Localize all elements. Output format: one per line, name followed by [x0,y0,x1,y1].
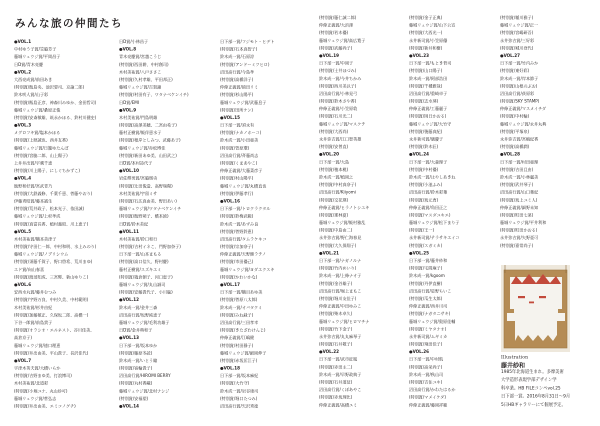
special-award-entry: (特別賞/大西尚) [319,128,349,134]
special-award-entry: (特別賞/塩倉朝子、河口恵子) [119,274,173,280]
award-entry: 藤城リュウジ賞/桑原正俊 [14,107,61,113]
award-entry: 飯野和好賞/宮武青乃 [14,183,53,189]
special-award-entry: (特別賞/宅間麻子) [409,265,443,271]
award-entry: 仲條正義賞/江嶋健 [220,335,255,341]
special-award-entry: (特別賞/千種雅哉) [409,83,443,89]
special-award-entry: (特別賞/交花瑛) [319,197,349,203]
award-entry: 岩佐輝男賞/宮脇瑠央 [119,175,158,181]
special-award-entry: (特別賞/石井道征) [319,379,353,385]
special-award-entry: (特別賞/スガミカ) [409,242,443,248]
award-entry: 永井弥吉賞/宮嶋紀香 [500,136,539,142]
bio-line: 大学造形表現学部デザイン学 [501,377,557,383]
award-entry: 仲條正義賞/工藤麗子 [409,106,448,112]
award-entry: 仲條正義賞/ヒラノトシユキ [319,204,370,210]
special-award-entry: (特別賞/ナカノホーコ) [220,130,262,136]
award-entry: 藤城リュウジ賞/ワタナベケンイチ [119,206,182,212]
special-award-entry: (特別賞/武井琴子) [500,182,534,188]
award-entry: 永井弥吉賞/矢野亜可 [500,235,539,241]
volume-heading: ●VOL.15 [220,114,241,120]
award-entry: 鈴木成一賞/kgoom [409,273,445,279]
special-award-entry: (特別賞/嘉常尚子) [500,242,534,248]
special-award-entry: (特別賞/須藤千賀子、野口啓希、荒川まゆ) [14,259,93,265]
award-entry: 永井新司賞/小笠原優 [409,37,448,43]
special-award-entry: (特別賞/川上陽子、にしぐちかずこ) [14,168,80,174]
award-entry: 永井弥吉賞/三好彩 [500,37,535,43]
special-award-entry: (特別賞/飯野萌子、橋本綾) [119,213,169,219]
award-entry: 鈴木成一賞/金井三森 [119,304,158,310]
volume-heading: ●VOL.14 [119,403,140,409]
award-entry: 鈴木成一賞/今井ちかみ [319,75,362,81]
award-entry: 藤城リュウジ賞/丸橋直也 [220,183,267,189]
award-entry: 藤城リュウジ賞/丸山誠司 [119,282,166,287]
award-entry: 藤城リュウジ賞/飯村雅乱 [319,220,366,226]
special-award-entry: (特別賞/ミヤタナオ) [409,326,447,332]
award-entry: 藤城リュウジ賞/平井利和 [500,220,547,226]
special-award-entry: (特別賞/那林夏) [319,212,349,218]
award-entry: 日D賞/本村詩代子 [119,160,153,166]
special-award-entry: (特別賞/守田仁一郎、中村和明、水上みのり) [14,244,97,250]
volume-heading: ●VOL.11 [119,228,140,234]
special-award-entry: (特別賞/根岸としみつ、武藤あ子) [119,137,181,143]
award-entry: 日下部一賞/フジモト・ヒデト [220,39,275,44]
volume-heading: ●VOL.1 [14,39,32,44]
award-entry: 鈴木成一賞/阿部浩田 [409,75,448,81]
special-award-entry: (特別賞/みね緑子) [220,312,254,318]
illustration-image [501,265,570,352]
volume-heading: ●VOL.22 [319,349,340,355]
special-award-entry: (特別賞/金谷雄子) [319,280,353,286]
award-entry: 鈴木成一賞/オバタクミ [220,304,263,310]
award-entry: 藤城リュウジ賞/山下公宣 [409,22,456,28]
volume-heading: ●VOL.21 [319,250,340,256]
award-entry: 永井新司賞/テラサキエイコ [409,235,460,241]
special-award-entry: (特別賞/東好彩) [500,68,530,74]
special-award-entry: (特別賞/宗加奈子) [220,244,254,250]
award-entry: メグロフキ賞/塩本かほる [14,130,61,136]
special-award-entry: (特別賞/金子正典) [409,15,443,20]
volume-heading: ●VOL.16 [220,198,241,204]
bio-line: 日下部一賞。2016年8月31日〜9月 [501,394,571,400]
special-award-entry: (特別賞/赤坂理比) [319,394,353,400]
special-award-entry: (特別賞/平塚泉) [500,128,530,134]
special-award-entry: (特別賞/後藤真紀) [409,128,443,134]
award-entry: 木村美祐賞/鈴口和行 [119,236,158,242]
special-award-entry: (特別賞/真富長香、植村義昭、川上恵子) [14,221,89,227]
award-entry: 沼田高行賞/斉藤尚志 [220,152,259,158]
special-award-entry: (特別賞/石広真由美、野田あい) [119,198,177,204]
award-entry: 仲條正義賞/細野未知 [500,204,539,210]
award-entry: 藤城リュウジ賞/徳口理恵 [14,342,61,348]
award-entry: 仲條正義賞/西井川司 [409,303,448,309]
award-entry: 日D賞/青木亮慶 [14,61,44,67]
special-award-entry: (特別賞/堀口たつみ) [220,395,258,401]
special-award-entry: (特別賞/飛田佳子) [409,341,443,347]
special-award-entry: (特別賞/宇野万良、中村久美、中村範明) [14,297,89,303]
award-entry: 宇津木英夫賞/大橋いらか [14,365,61,371]
special-award-entry: (特別賞/高橋潤) [500,144,530,150]
volume-heading: ●VOL.10 [119,168,140,174]
award-entry: 沼田高行賞/堀上まもこ [319,288,362,294]
special-award-entry: (特別賞/かわいかな) [220,274,258,280]
special-award-entry-continued: 高倉京子) [14,335,32,341]
award-entry: 藤城リュウジ賞/奥原佳輔 [409,318,456,324]
special-award-entry: (特別賞/山根のぶお) [500,83,538,89]
award-entry: 永井弥吉賞/野仁海春見 [319,235,362,241]
award-entry: 中村ゆう子賞/笠脇芳子 [14,46,57,52]
special-award-entry: (特別賞/渡部知成、三宮輝、新山ゆりこ) [14,274,89,280]
special-award-entry: (特別賞/杉山陽平) [220,92,254,98]
special-award-entry: (特別賞/吉住ユキ) [409,379,443,385]
special-award-entry: (特別賞/赤田主二) [319,364,353,370]
bio-line: 科卒業。HB FILEコンペvol.25 [501,385,561,391]
award-entry: 沼田高行賞/坂野純恵子 [119,312,162,318]
award-entry: 永井弥吉賞/丸丸麻琴子 [319,333,362,339]
special-award-entry: (特別賞/高橋洋子) [220,76,254,82]
award-entry: 鈴木成一賞/植岡之 [319,174,354,180]
award-entry: 日D賞/金井典和子 [119,327,153,333]
award-entry: 仲條正義賞/猿田リミ [220,84,259,90]
special-award-entry: (特別賞/植本桃) [319,166,349,172]
volume-heading: ●VOL.9 [119,107,137,113]
special-award-entry: (特別賞/小堀ユナ、丸山紗可) [14,388,68,394]
special-award-entry: (特別賞/岡日かおる) [409,113,447,119]
special-award-entry: (特別賞/マメイケダ) [409,394,446,400]
volume-heading: ●VOL.23 [409,52,430,58]
special-award-entry: (特別賞/村田静子) [220,342,254,348]
award-entry: 沼田高行賞/荻原彩 [500,90,535,96]
award-entry: 仲條正義賞/藤岡祥範 [409,402,448,408]
special-award-entry: (特別賞/吉村イネこ、門野加奈子) [119,244,181,250]
special-award-entry: (特別賞/久村孝雄、平田邦正) [119,76,173,82]
special-award-entry: (特別賞/菅野鈴恵) [220,228,254,234]
volume-heading: ●VOL.5 [14,228,32,234]
award-entry: 日D賞/小林昌子 [119,39,149,44]
special-award-entry: (特別賞/大久保翔子) [319,242,357,248]
volume-heading: ●VOL.7 [14,357,32,363]
award-entry: 藤城リュウジ賞/上杉孝成 [14,213,61,219]
page-title: みんな旅の仲間たち [15,17,123,29]
award-entry: 永井新司賞/ムギミカ [409,333,448,339]
award-entry: 鈴木成一賞/はやしあきね [409,174,456,180]
special-award-entry: (特別賞/若木優) [319,30,349,36]
award-entry: 沼田高行賞/かわたはるか [409,387,456,393]
award-entry: 藤城リュウジ賞/平岡昌子 [14,54,61,60]
award-entry: 鈴木成一賞/岸本節子 [500,75,539,81]
special-award-entry: (特別賞/中村輪) [500,113,530,119]
award-entry: 日下部一賞/もとき哲司 [409,60,452,66]
award-entry: 沼田高行賞/鈴木彩葉 [409,189,448,195]
special-award-entry: (特別賞/加藤敏正、久保坂二郎、高橋一) [14,312,89,318]
special-award-entry: (特別賞/きたざわけんじ) [220,327,266,333]
award-entry: 日下部一賞/坂本ゆか [119,342,158,348]
award-entry: 鈴木成一賞/小林麗美 [500,174,539,180]
award-entry: 藤城リュウジ賞/大竹守 [409,121,452,127]
special-award-entry: (特別賞/藤仁誠二郎) [319,15,357,20]
award-entry: 木村美祐賞/杉井由紀 [14,304,53,310]
award-column-3 [220,38,274,410]
award-entry: 大西亮成賞/前田あき [14,76,53,82]
award-column-2 [119,38,189,410]
award-entry: 日下部一賞/ナガノルナ [319,258,362,263]
award-entry: 日下部一賞/須永有 [220,122,255,128]
special-award-entry: (特別賞/アンドーミツヒロ) [220,61,270,67]
artist-bio [501,368,570,409]
special-award-entry: (特別賞/竹下金子) [319,326,353,332]
special-award-entry: (特別賞/藤原冬読) [119,350,153,356]
special-award-entry: (特別賞/中村真奈子) [319,182,357,188]
special-award-entry: (特別賞/坂元育) [409,197,439,203]
award-entry: 木村美祐賞/八戸ささこ [119,69,162,75]
award-entry: 仲條正義賞/小笠原敦 [319,106,358,112]
special-award-entry: (特別賞/高口信久、野村慶) [119,259,169,265]
award-entry: 上井井出賞/宇蔵千恵 [14,160,53,166]
award-entry: 藤城リュウジ賞/ヒロマチナ [319,318,370,324]
special-award-entry: (特別賞/石井敬子) [319,341,353,347]
special-award-entry: (特別賞/吉野まゆ美、打浪博司) [14,373,72,379]
special-award-entry: (特別賞/新田あゆ美、山田武之) [119,152,177,158]
award-entry: 沼田高行賞/今島孝 [220,69,255,75]
award-entry: 藤城リュウジ賞/ヨダエクスキ [220,266,275,272]
volume-heading: ●VOL.28 [500,151,521,157]
award-entry: 鈴木成一賞/秋山司 [409,371,444,377]
award-entry: 伊藤秀昭賞/藤本誠生 [14,198,53,204]
award-entry: 鈴木咲人賞/山子彩 [14,92,49,98]
award-entry: 仲條正義賞/大藤菜彦子 [220,168,263,174]
volume-heading: ●VOL.19 [319,52,340,58]
award-entry: 日D賞/EMI [119,99,140,105]
volume-heading: ●VOL.12 [119,297,140,303]
volume-heading: ●VOL.25 [409,250,430,256]
special-award-entry: (特別賞/ナガタニサキ) [409,311,451,317]
special-award-entry: (特別賞/中島由二) [319,227,353,233]
special-award-entry: (特別賞/武藤尚子) [319,45,353,51]
special-award-entry: (特別賞/大西光一) [409,30,443,36]
award-entry: 藤城リュウジ賞/高広寛子 [319,37,366,43]
volume-heading: ●VOL.3 [14,122,32,128]
award-entry: 沼田高行賞/タムラケキコ [220,236,267,242]
award-entry: 日下部一賞/山本まもる [119,251,162,257]
award-entry: 日下部一賞/武市征胤 [319,356,358,362]
special-award-entry: (特別賞/鈴木匠) [409,144,439,150]
illustration-label: Illustration [501,355,529,360]
award-entry: 藤村正樹賞/スズキエミ [119,266,162,272]
award-entry: 藤城リュウジ賞/菅弘志 [14,395,57,401]
award-entry: 日下部一賞/村田亜理 [500,159,539,165]
award-entry: 木村美祐賞/北道彩 [14,380,49,386]
special-award-entry: (特別賞/高栄尚子) [409,364,443,370]
special-award-entry: (特別賞/新井和樹) [409,45,443,51]
special-award-entry: (特別賞/鈴梅武範) [220,213,254,219]
special-award-entry: (特別賞/町田七菜) [500,212,534,218]
volume-heading: ●VOL.2 [14,69,32,75]
award-entry: 鈴木成一賞/あずみ良 [220,221,259,227]
award-entry: 木村美祐賞/門島明雄 [119,114,158,120]
special-award-entry: (特別賞/高澤美穂、二宮由希子) [119,122,177,128]
award-entry: 日D賞/鈴木美紀 [119,221,149,227]
award-entry: 沼田高行賞/Kiiyomi [319,189,356,195]
award-entry: 藤城リュウジ賞/赤松博佳 [119,145,166,151]
special-award-entry: (特別賞/村山陽平) [220,175,254,181]
award-entry: 藤城リュウジ賞/武藤息子 [220,99,267,105]
volume-heading: ●VOL.24 [409,151,430,157]
special-award-entry: (特別賞/稲川雅子) [500,15,534,20]
award-entry: 鈴木成一賞/小田亜美 [220,137,259,143]
award-entry: 仲條正義賞/大浜澤 [319,22,354,28]
award-entry: 日下部一賞/藤井紗和 [409,258,448,263]
special-award-entry: (特別賞/飯島正彦、神森川みゆか、金田哲司) [14,99,97,105]
award-entry: 仲條正義賞/天野健ラテノ [220,251,267,257]
award-entry: 下谷一郎賞/前島貴子 [14,319,53,325]
special-award-entry: (特別賞/大鉄義修、千葉千恵、菅藤やおり) [14,190,93,196]
special-award-entry: (特別賞/大竹守) [220,380,250,386]
award-entry: 鈴木成一賞/上條ナオ子 [319,273,362,279]
special-award-entry: (特別賞/赤坂匡江子) [220,357,258,363]
special-award-entry: (特別賞/西川美以子) [319,83,357,89]
special-award-entry: (特別賞/石本真智子) [220,46,258,52]
special-award-entry: (特別賞/宿輪貴子) [119,365,153,371]
special-award-entry: (特別賞/市田優己) [220,259,254,265]
special-award-entry: (特別賞/志水葵) [409,98,439,104]
award-entry: 鈴木成一賞/いとう瞳 [119,357,158,363]
special-award-entry: (特別賞/坂上ユミ人) [500,197,538,203]
special-award-entry: (特別賞/丹伊直樹) [409,280,443,286]
special-award-entry: (特別賞/オラシオ・エルネスト、谷川佳美、 [14,327,95,333]
award-entry: 永井弥吉賞/江口智英雄 [319,136,362,142]
volume-heading: ●VOL.8 [119,46,137,52]
volume-heading: ●VOL.18 [220,365,241,371]
bio-line: 5日HBギャラリーにて個展予定。 [501,402,566,408]
award-entry: 仲條正義賞/高橋ユミ [319,402,358,408]
special-award-entry: (特別賞/荒井政子、松本光子、依田誠) [14,206,85,212]
special-award-entry: (特別賞/瓜生太郎) [409,295,443,301]
award-entry: 青木亮慶賞/宮越こうじ [119,54,162,60]
bio-line: 1985年北海道生まれ。多摩美術 [501,369,564,375]
volume-heading: ●VOL.17 [220,282,241,287]
award-entry: 沼田高行賞/HIROMI BERRY [119,373,171,379]
special-award-entry: (特別賞/柴木卓久) [319,311,353,317]
award-entry: 仲條正義賞/角田正之 [409,204,448,210]
award-entry: 日下部一賞/中村航 [409,356,444,362]
award-entry: 仲條正義賞/マスメイチダ [500,106,547,112]
award-entry: 藤城リュウジ賞/松下まり子 [409,220,460,226]
award-entry: 日下部一賞/竹内みか [500,60,539,66]
award-entry: 沼田高行賞/重崎卓子 [409,90,448,96]
special-award-entry: (特別賞/井出由美、エミコノグチ) [14,403,76,409]
award-column-6 [500,14,546,249]
special-award-entry: (特別賞/菅原八太郎) [220,297,258,303]
special-award-entry: (特別賞/西田耕、中村創司) [119,61,169,67]
award-entry: 藤村正樹賞/飯伴恵水子 [119,130,162,136]
special-award-entry: (特別賞/SKY STAMP) [500,98,540,104]
special-award-entry: (特別賞/石川光二) [319,113,353,119]
special-award-entry: (特別賞/飯島央、池沢要司、京論二郎) [14,84,85,90]
award-entry: エド賞/向山春喜 [14,266,45,272]
special-award-entry: (特別賞/辻田俊造、高野瑞陽) [119,183,173,189]
volume-heading: ●VOL.13 [119,335,140,341]
award-column-4 [319,14,369,409]
special-award-entry: (特別賞/村田有子、ワタナベケンイチ) [119,92,189,98]
award-entry: 永井新司賞/儀慶子 [409,136,444,142]
award-entry: 安西水丸賞/藤井むつみ [14,289,57,295]
special-award-entry: (特別賞/田所ケン) [220,107,254,113]
special-award-entry: (特別賞/山口陽子) [409,68,443,74]
ghost-figure-painting-icon [501,265,570,352]
award-entry: 沼田高行賞/小林見弓 [319,90,358,96]
award-entry: 日下部一賞/坂本麻紀 [220,373,259,379]
award-entry: 鈴木成一賞/早野政典子 [319,371,362,377]
special-award-entry: (特別賞/安福望) [119,395,149,401]
special-award-entry: (特別賞/上照誠也、西井友香) [14,137,68,143]
award-entry: 藤城リュウジ賞/ノブリシウム [14,251,69,257]
special-award-entry: (特別賞/吉田且由) [500,166,534,172]
award-column-1 [14,38,96,410]
volume-heading: ●VOL.4 [14,175,32,181]
award-entry: 藤城リュウジ賞/毛利功雄子 [119,319,170,325]
special-award-entry: (特別賞/マスダユキエ) [409,212,451,218]
award-entry: 日下部一賞/中岡子 [319,60,354,66]
special-award-entry: (特別賞/中村優) [409,166,439,172]
award-entry: 沼田高行賞/くぼあやこ [319,387,362,393]
award-entry: 藤城リュウジ賞/吉賀錦 [119,84,162,90]
award-entry: 藤城リュウジ賞/日籠ゆたんぽ [14,145,69,151]
special-award-entry: (特別賞/宮嶋研吾) [500,30,534,36]
award-entry: 日下部一賞/トロクラクタル [220,206,271,212]
special-award-entry: (特別賞/城川登代) [500,45,534,51]
award-entry: 沼田高行賞/山口葉紀 [500,189,539,195]
volume-heading: ●VOL.27 [500,52,521,58]
special-award-entry: (特別賞/伊藤孝行) [220,190,254,196]
award-entry: 藤城リュウジ賞/永井丸典 [500,121,547,127]
award-entry: 沼田高行賞/三田孝幸 [220,319,259,325]
volume-heading: ●VOL.20 [319,151,340,157]
artist-name: 藤井紗和 [501,362,526,369]
special-award-entry: (特別賞/竹内めいり) [319,265,357,271]
award-entry: 藤城リュウジ賞/マスクテ [319,121,366,127]
award-entry: 藤城リュウジ賞/正一 [500,22,539,28]
award-entry: 日下部一賞/鶴目あゆ美 [220,289,263,295]
award-entry: 藤城リュウジ賞/細岡伸子 [220,350,267,356]
special-award-entry: (特別賞/王一) [409,227,435,233]
special-award-entry: (特別賞/菅原環) [220,145,250,151]
award-entry: 鈴木成一賞/岩谷康司 [220,388,259,394]
award-entry: 仲條正義賞/中田ゆみこ [319,303,362,309]
special-award-entry: (特別賞/土井ほづみ) [319,68,357,74]
award-entry: 鈴木成一賞/石原涼 [220,54,255,60]
special-award-entry: (特別賞/丸村香織) [119,380,153,386]
special-award-entry: (特別賞/安藤貴代子、小川聡) [119,289,173,295]
special-award-entry: (特別賞/くまあやこ) [220,160,258,166]
award-entry: 日下部一賞/大島 [319,159,350,165]
special-award-entry: (特別賞/町田かおる) [500,227,538,233]
award-entry: 木村美祐賞/宇留ミサ [119,190,158,196]
special-award-entry: (特別賞/堀川友佳子) [319,295,357,301]
special-award-entry: (特別賞/鈴木さや香) [319,98,357,104]
award-entry: 沼田高行賞/星野ちいこ [409,288,452,294]
volume-heading: ●VOL.26 [409,349,430,355]
special-award-entry: (特別賞/小池ふみ) [409,182,443,188]
award-entry: 木村美祐賞/鶴本美津子 [14,236,57,242]
award-entry: 沼田高行賞/矢沢秀徳 [220,403,259,409]
special-award-entry: (特別賞/安曽直) [319,144,349,150]
special-award-entry: (特別賞/宮脇二郎、山上陽子) [14,152,68,158]
award-entry: 藤城リュウジ賞/北村ナシジ [119,388,170,394]
award-entry: 日下部一賞/大森理子 [409,159,448,165]
special-award-entry: (特別賞/安斎敏雄、筑永かほる、鈴村川健史) [14,114,97,120]
special-award-entry: (特別賞/井出由美、平山貴子、長沢佳代) [14,350,89,356]
volume-heading: ●VOL.6 [14,282,32,287]
award-column-5 [409,14,459,409]
